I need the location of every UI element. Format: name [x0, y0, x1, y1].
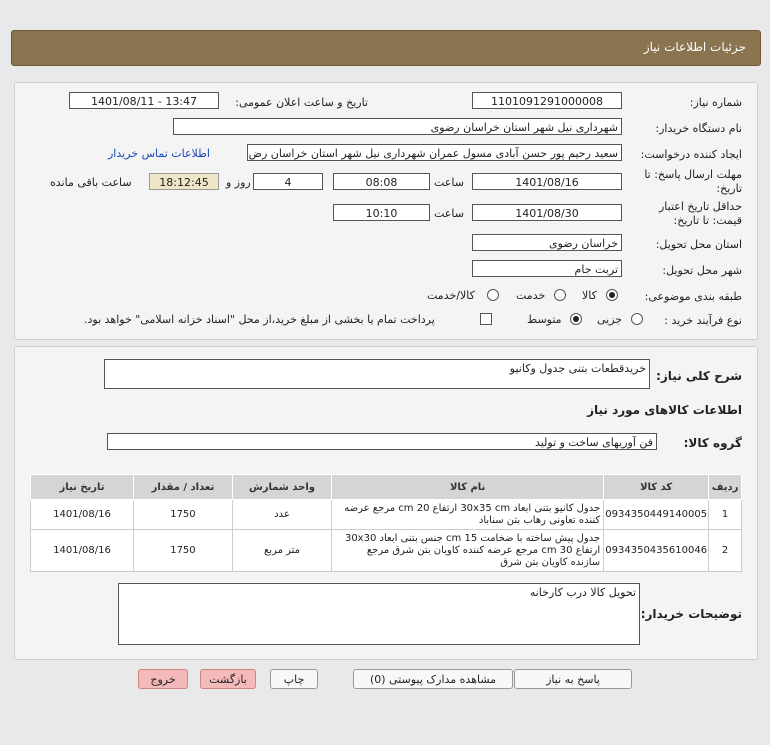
page-header: [11, 30, 761, 66]
item-code: 0934350449140005: [604, 500, 709, 530]
announce-field: 1401/08/11 - 13:47: [69, 92, 219, 109]
exit-button[interactable]: خروج: [138, 669, 188, 689]
table-row: [31, 500, 742, 530]
remaining-time-field: 18:12:45: [149, 173, 219, 190]
item-unit: متر مربع: [232, 530, 331, 572]
deadline-date-field: 1401/08/16: [472, 173, 622, 190]
col-unit: واحد شمارش: [232, 475, 331, 500]
validity-time-label: ساعت: [434, 207, 464, 220]
item-date: 1401/08/16: [31, 500, 134, 530]
purchase-type-label: نوع فرآیند خرید :: [664, 314, 742, 327]
col-name: نام کالا: [332, 475, 604, 500]
purchase-minor-radio[interactable]: [631, 313, 643, 325]
purchase-minor-label: جزیی: [597, 313, 623, 326]
category-label: طبقه بندی موضوعی:: [644, 290, 742, 303]
creator-field: سعید رحیم پور حسن آبادی مسول عمران شهرداری نیل شهر استان خراسان رض: [247, 144, 622, 161]
buyer-org-label: نام دستگاه خریدار:: [655, 122, 742, 135]
deadline-time-field: 08:08: [333, 173, 430, 190]
attachments-button[interactable]: مشاهده مدارک پیوستی (0): [353, 669, 513, 689]
category-both-radio[interactable]: [487, 289, 499, 301]
deadline-label-2: تاریخ:: [716, 182, 742, 195]
col-code: کد کالا: [604, 475, 709, 500]
summary-label: شرح کلی نیاز:: [656, 369, 742, 383]
item-qty: 1750: [134, 500, 233, 530]
deadline-time-label: ساعت: [434, 176, 464, 189]
payment-note: پرداخت تمام یا بخشی از مبلغ خرید،از محل "اسناد خزانه اسلامی" خواهد بود.: [84, 313, 435, 326]
row-number: 1: [709, 500, 742, 530]
item-unit: عدد: [232, 500, 331, 530]
item-qty: 1750: [134, 530, 233, 572]
row-number: 2: [709, 530, 742, 572]
announce-label: تاریخ و ساعت اعلان عمومی:: [235, 96, 368, 109]
buyer-notes-field: تحویل کالا درب کارخانه: [118, 583, 640, 645]
reply-button[interactable]: پاسخ به نیاز: [514, 669, 632, 689]
col-date: تاریخ نیاز: [31, 475, 134, 500]
category-service-radio[interactable]: [554, 289, 566, 301]
need-number-label: شماره نیاز:: [689, 96, 742, 109]
deadline-label-1: مهلت ارسال پاسخ: تا: [644, 168, 742, 181]
days-label: روز و: [226, 176, 251, 189]
page-title: جزئیات اطلاعات نیاز: [643, 40, 746, 54]
city-field: تربت جام: [472, 260, 622, 277]
province-label: استان محل تحویل:: [655, 238, 742, 251]
category-goods-label: کالا: [582, 289, 597, 302]
category-both-label: کالا/خدمت: [427, 289, 475, 302]
need-number-field: 1101091291000008: [472, 92, 622, 109]
item-code: 0934350435610046: [604, 530, 709, 572]
item-name: جدول پیش ساخته با ضخامت 15 cm جنس بتنی ابعاد 30x30 ارتفاع 30 cm مرجع عرضه کننده کاویان بتن شرق مرجع سازنده کاویان بتن شرق: [332, 530, 604, 572]
purchase-medium-label: متوسط: [527, 313, 562, 326]
province-field: خراسان رضوی: [472, 234, 622, 251]
col-qty: تعداد / مقدار: [134, 475, 233, 500]
buyer-org-field: شهرداری نیل شهر استان خراسان رضوی: [173, 118, 622, 135]
category-goods-radio[interactable]: [606, 289, 618, 301]
back-button[interactable]: بازگشت: [200, 669, 256, 689]
buyer-notes-label: توضیحات خریدار:: [640, 607, 742, 621]
days-field: 4: [253, 173, 323, 190]
city-label: شهر محل تحویل:: [662, 264, 742, 277]
validity-label-1: حداقل تاریخ اعتبار: [658, 200, 742, 213]
item-name: جدول کانیو بتنی ابعاد 30x35 cm ارتفاع 20 cm مرجع عرضه کننده تعاونی رهاب بتن سناباد: [332, 500, 604, 530]
goods-group-field: فن آوریهای ساخت و تولید: [107, 433, 657, 450]
treasury-checkbox[interactable]: [480, 313, 492, 325]
validity-date-field: 1401/08/30: [472, 204, 622, 221]
contact-buyer-link[interactable]: اطلاعات تماس خریدار: [108, 147, 210, 160]
purchase-medium-radio[interactable]: [570, 313, 582, 325]
creator-label: ایجاد کننده درخواست:: [640, 148, 742, 161]
col-row: ردیف: [709, 475, 742, 500]
category-service-label: خدمت: [516, 289, 546, 302]
summary-field: خریدقطعات بتنی جدول وکانیو: [104, 359, 650, 389]
goods-info-title: اطلاعات کالاهای مورد نیاز: [587, 403, 742, 417]
goods-group-label: گروه کالا:: [683, 436, 742, 450]
goods-table-header: [31, 475, 742, 500]
table-row: [31, 530, 742, 572]
print-button[interactable]: چاپ: [270, 669, 318, 689]
remaining-label: ساعت باقی مانده: [50, 176, 132, 189]
validity-label-2: قیمت: تا تاریخ:: [673, 214, 742, 227]
validity-time-field: 10:10: [333, 204, 430, 221]
item-date: 1401/08/16: [31, 530, 134, 572]
goods-table: [30, 474, 742, 572]
